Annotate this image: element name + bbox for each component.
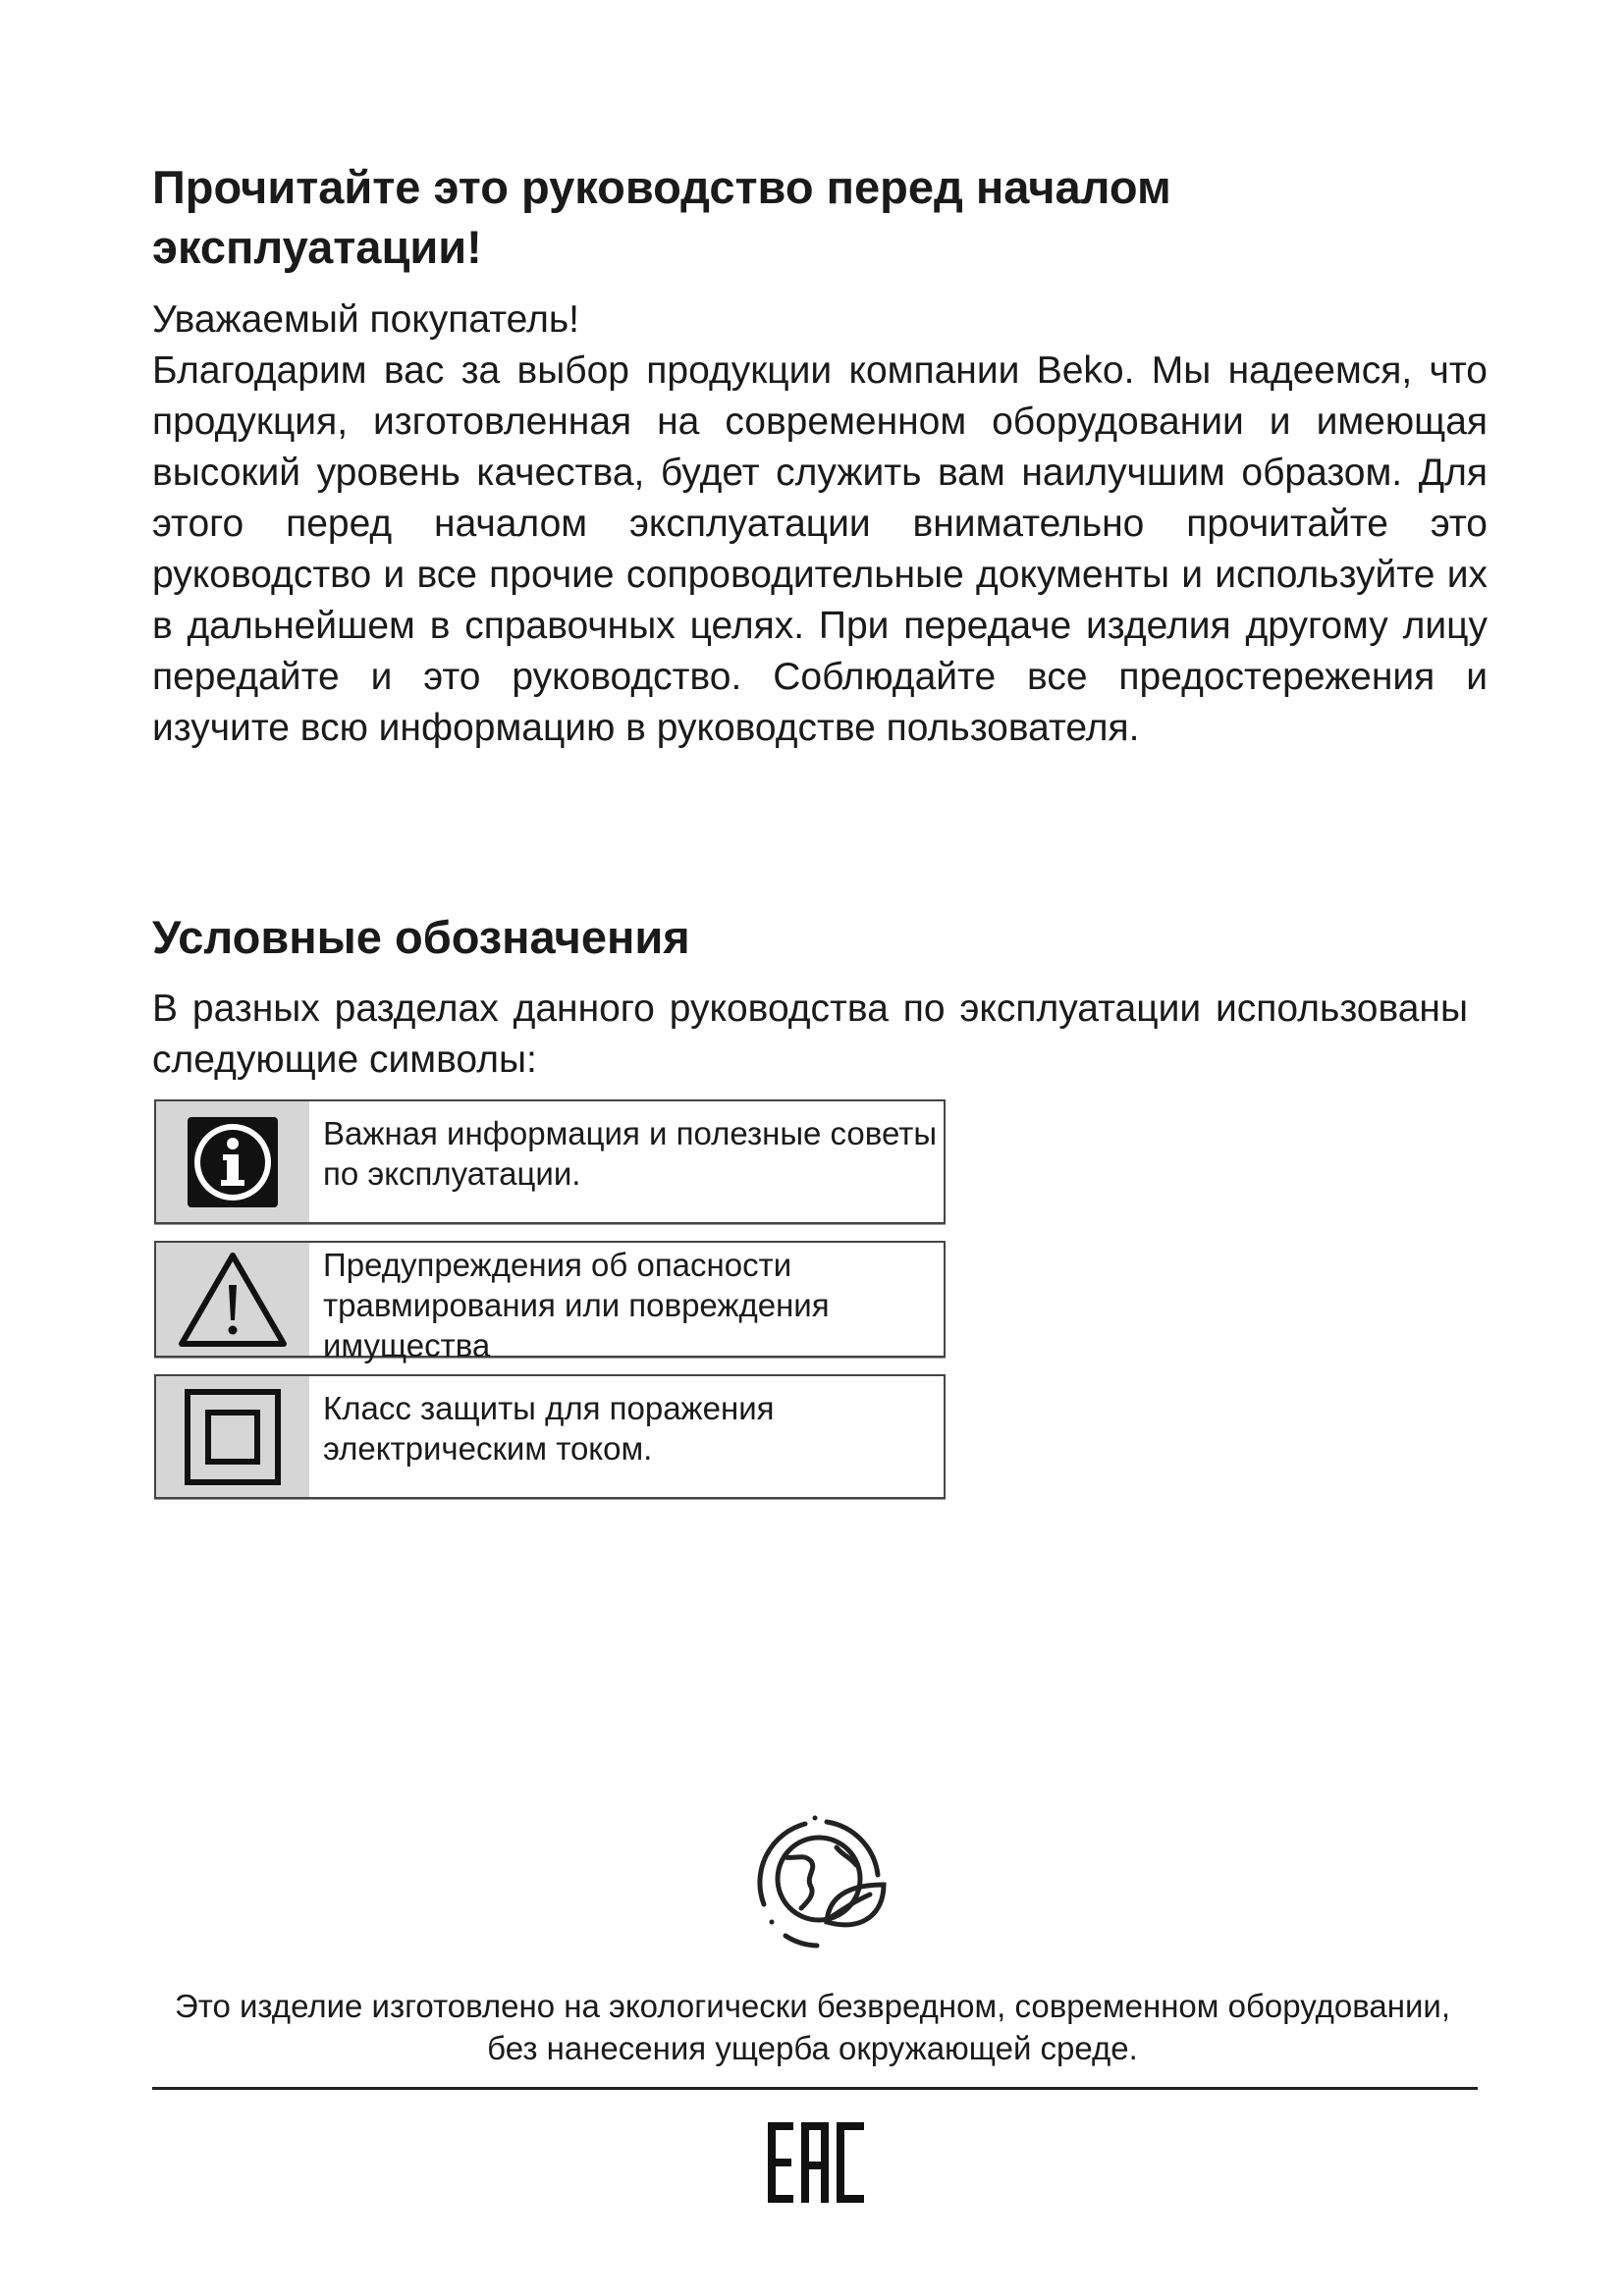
symbol-row-protection-class <box>154 1374 946 1499</box>
symbol-description: Класс защиты для поражения электрическим током. <box>323 1390 775 1467</box>
symbol-row-info <box>154 1099 946 1224</box>
symbol-cell <box>156 1376 309 1497</box>
symbols-intro: В разных разделах данного руководства по эксплуатации использованы следующие символы: <box>152 988 1468 1081</box>
protection-class-icon <box>184 1388 282 1486</box>
symbol-cell <box>156 1243 309 1356</box>
info-icon <box>186 1115 280 1209</box>
warning-icon <box>176 1250 290 1350</box>
page-title: Прочитайте это руководство перед началом эксплуатации! <box>152 161 1171 273</box>
symbols-table <box>154 1099 946 1499</box>
footer-divider <box>152 2087 1478 2090</box>
symbols-section-title: Условные обозначения <box>152 911 690 963</box>
symbol-description: Важная информация и полезные советы по эксплуатации. <box>323 1115 938 1192</box>
greeting: Уважаемый покупатель! <box>152 298 579 341</box>
eac-mark-icon <box>766 2120 866 2205</box>
eco-globe-leaf-icon <box>746 1806 893 1958</box>
symbol-cell <box>156 1101 309 1222</box>
intro-paragraph: Благодарим вас за выбор продукции компании Beko. Мы надеемся, что продукция, изготовленная на современном оборудовании и имеющая высокий уровень качества, будет служить вам наилучшим образом. Для этого перед началом эксплуатации внимательно прочитайте это руководство и все прочие сопроводительные документы и используйте их в дальнейшем в справочных целях. При передаче изделия другому лицу передайте и это руководство. Соблюдайте все предостережения и изучите всю информацию в руководстве пользователя. <box>152 349 1488 749</box>
symbol-row-warning <box>154 1241 946 1363</box>
symbol-description: Предупреждения об опасности травмирования или повреждения имущества <box>323 1247 830 1363</box>
intro-section <box>152 294 1488 754</box>
eco-statement: Это изделие изготовлено на экологически безвредном, современном оборудовании, без нанесения ущерба окружающей среде. <box>174 1988 1451 2066</box>
